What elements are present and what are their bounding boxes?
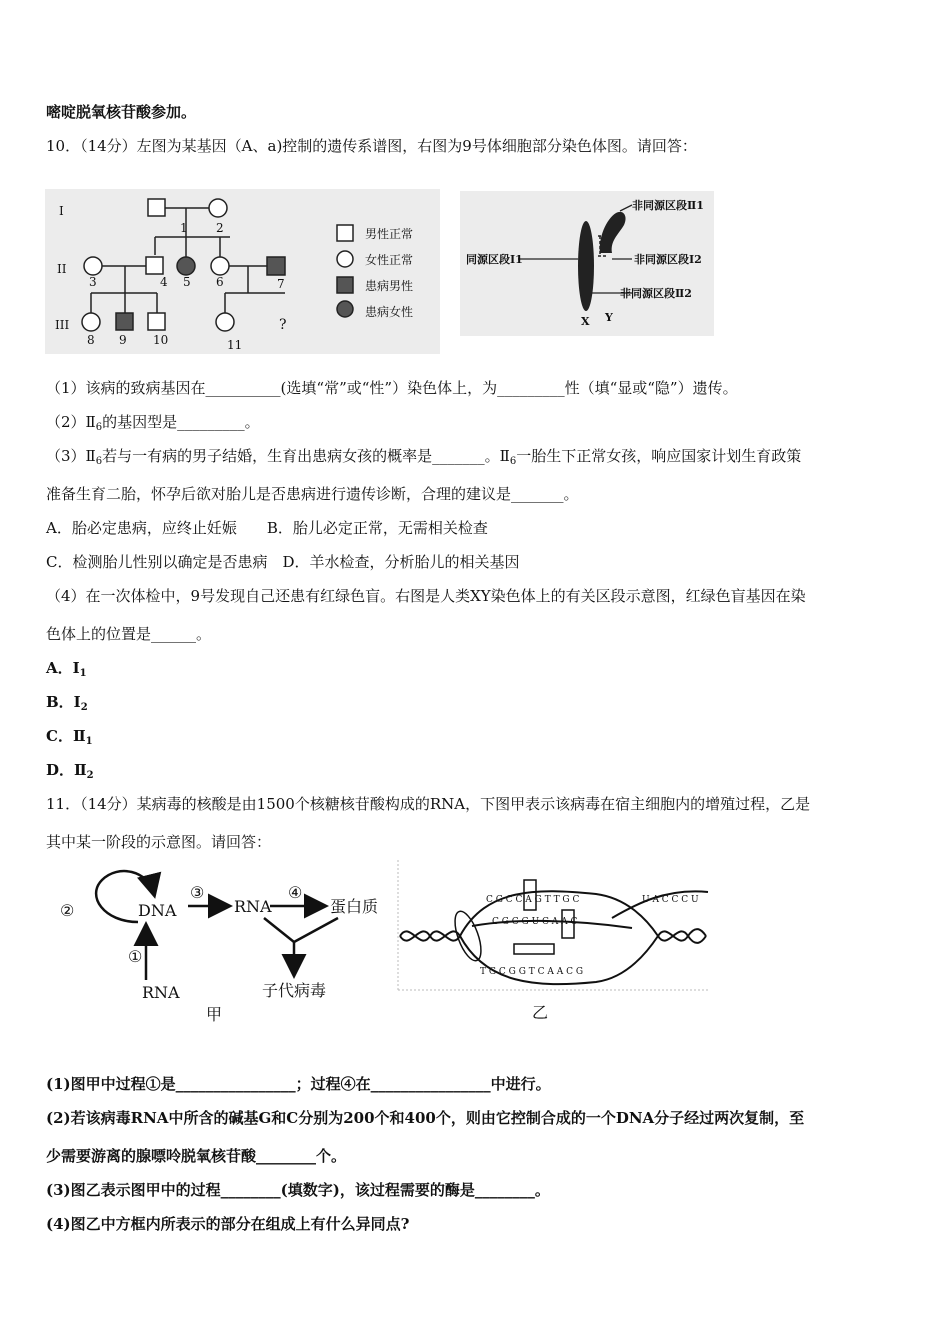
gen-label: I <box>59 204 64 218</box>
question-10-4: （4）在一次体检中，9号发现自己还患有红绿色盲。右图是人类XY染色体上的有关区段示意图，红绿色盲基因在染 <box>46 587 806 605</box>
member-number: 4 <box>160 275 168 289</box>
pedigree-female-normal <box>84 257 102 275</box>
figure-yi <box>396 858 712 1028</box>
x-chromosome <box>578 221 594 311</box>
bottom-strand: T G C G G T C A A C G <box>480 967 584 977</box>
question-10-4-cont: 色体上的位置是______。 <box>46 625 212 643</box>
pedigree-female-affected <box>177 257 195 275</box>
pedigree-male-normal <box>148 199 165 216</box>
pedigree-female-normal <box>216 313 234 331</box>
process-number: ① <box>128 947 143 966</box>
option-line: A．胎必定患病，应终止妊娠 B．胎儿必定正常，无需相关检查 <box>46 519 488 537</box>
pedigree-figure <box>45 189 440 354</box>
legend-label: 女性正常 <box>365 253 414 267</box>
pedigree-male-affected <box>116 313 133 330</box>
figure-caption: 甲 <box>206 1005 223 1024</box>
process-number: ② <box>60 901 75 920</box>
unknown-mark: ? <box>279 317 287 333</box>
rna-label: RNA <box>142 983 180 1002</box>
legend-label: 患病女性 <box>365 305 414 319</box>
region-label: 非同源区段I2 <box>634 253 702 266</box>
question-10-1: （1）该病的致病基因在__________(选填“常”或“性”）染色体上，为_________性（填“显或“隐”）遗传。 <box>46 379 738 397</box>
pedigree-male-normal <box>148 313 165 330</box>
question-11-2: (2)若该病毒RNA中所含的碱基G和C分别为200个和400个，则由它控制合成的一个DNA分子经过两次复制，至 <box>46 1109 805 1127</box>
pedigree-male-normal <box>146 257 163 274</box>
legend-label: 患病男性 <box>365 279 414 293</box>
question-11-3: (3)图乙表示图甲中的过程________(填数字)，该过程需要的酶是________。 <box>46 1181 550 1199</box>
member-number: 6 <box>216 275 224 289</box>
legend-label: 男性正常 <box>365 227 414 241</box>
enzyme-ellipse <box>450 908 487 964</box>
option-b: B．$I_2$ <box>46 693 88 713</box>
question-11-4: (4)图乙中方框内所表示的部分在组成上有什么异同点? <box>46 1215 410 1233</box>
question-10-2: $(2)Ⅱ_6$的基因型是_________。 <box>46 413 260 433</box>
pedigree-female-normal <box>209 199 227 217</box>
question-11-1: (1)图甲中过程①是________________；过程④在________________中进行。 <box>46 1075 551 1093</box>
member-number: 7 <box>277 277 285 291</box>
member-number: 10 <box>153 333 169 347</box>
option-d: D．$Ⅱ_2$ <box>46 761 94 781</box>
question-11-2-cont: 少需要游离的腺嘌呤脱氧核苷酸________个。 <box>46 1147 347 1165</box>
question-10-title: 10．（14分）左图为某基因（A、a)控制的遗传系谱图，右图为9号体细胞部分染色体图。请回答： <box>46 137 697 155</box>
question-11-title: 11．（14分）某病毒的核酸是由1500个核糖核苷酸构成的RNA，下图甲表示该病毒在宿主细胞内的增殖过程，乙是 <box>46 795 811 813</box>
member-number: 2 <box>216 221 224 235</box>
option-line: C．检测胎儿性别以确定是否患病 D．羊水检查，分析胎儿的相关基因 <box>46 553 520 571</box>
protein-label: 蛋白质 <box>330 897 379 916</box>
gen-label: III <box>55 318 70 332</box>
figure-caption: 乙 <box>532 1003 549 1022</box>
tail-strand: U A C C C U <box>642 895 699 905</box>
y-label: Y <box>605 311 613 324</box>
process-number: ④ <box>288 883 303 902</box>
text-line: 嘧啶脱氧核苷酸参加。 <box>46 103 197 121</box>
dna-label: DNA <box>138 901 177 920</box>
pedigree-male-affected <box>267 257 285 275</box>
question-11-title-cont: 其中某一阶段的示意图。请回答： <box>46 833 272 851</box>
member-number: 11 <box>227 338 243 352</box>
region-label: 非同源区段Ⅱ2 <box>620 287 692 300</box>
option-a: A．$I_1$ <box>46 659 87 679</box>
region-label: 同源区段I1 <box>466 253 523 266</box>
process-number: ③ <box>190 883 205 902</box>
question-10-3: $(3)Ⅱ_6$若与一有病的男子结婚，生育出患病女孩的概率是_______。$Ⅱ_6$一胎生下正常女孩，响应国家计划生育政策 <box>46 447 802 467</box>
gen-label: II <box>57 262 67 276</box>
top-strand: C G C C A G T T G C <box>486 895 580 905</box>
figure-jia <box>56 862 396 1027</box>
member-number: 5 <box>183 275 191 289</box>
member-number: 3 <box>89 275 97 289</box>
mid-strand: C G C G U C A A C <box>492 917 578 927</box>
question-10-3-cont: 准备生育二胎，怀孕后欲对胎儿是否患病进行遗传诊断，合理的建议是_______。 <box>46 485 579 503</box>
pedigree-female-normal <box>211 257 229 275</box>
progeny-label: 子代病毒 <box>262 981 327 1000</box>
rna-label: RNA <box>234 897 272 916</box>
box-marker <box>514 944 554 954</box>
pedigree-female-normal <box>82 313 100 331</box>
option-c: C．$Ⅱ_1$ <box>46 727 93 747</box>
member-number: 8 <box>87 333 95 347</box>
member-number: 9 <box>119 333 127 347</box>
chromosome-figure <box>460 191 714 336</box>
x-label: X <box>581 315 590 328</box>
member-number: 1 <box>180 221 188 235</box>
region-label: 非同源区段Ⅱ1 <box>632 199 704 212</box>
